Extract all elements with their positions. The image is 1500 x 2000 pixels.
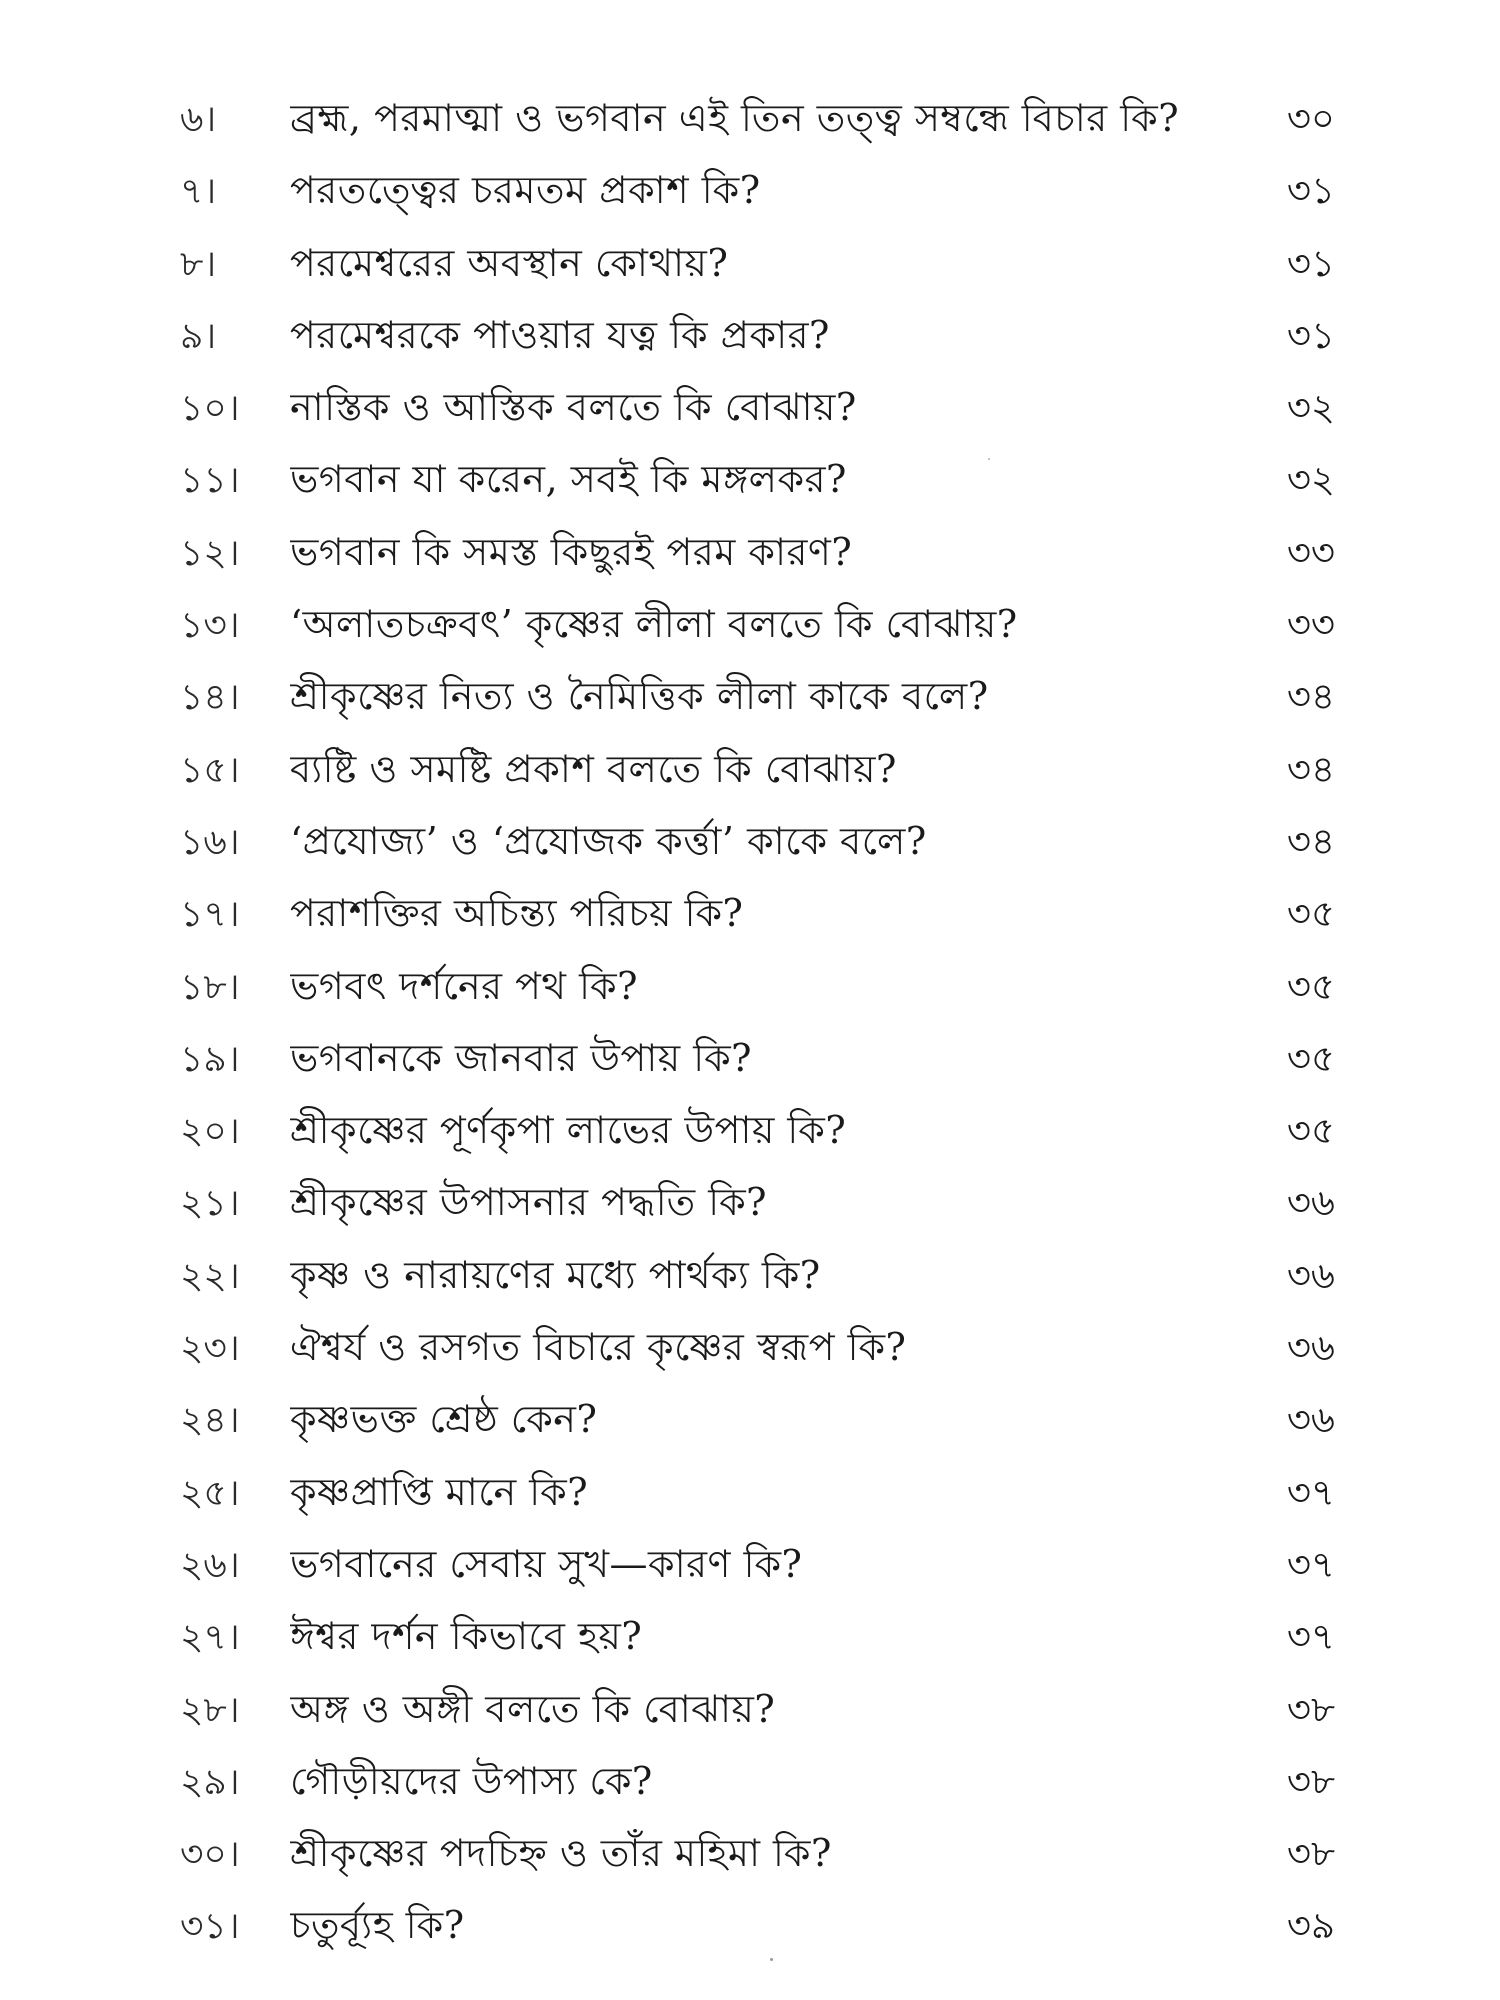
entry-title: চতুর্ব্যূহ কি?: [290, 1903, 465, 1948]
entry-page-number: ৩৫: [1286, 964, 1335, 1008]
entry-number: ২১।: [180, 1183, 240, 1225]
entry-number: ২৩।: [180, 1328, 240, 1370]
toc-entry: [180, 1166, 1335, 1238]
toc-entry: [180, 588, 1335, 660]
entry-title: নাস্তিক ও আস্তিক বলতে কি বোঝায়?: [290, 385, 857, 430]
entry-page-number: ৩৭: [1286, 1615, 1335, 1659]
entry-number: ২৪।: [180, 1400, 240, 1442]
scan-speck: [988, 458, 990, 460]
entry-number: ১২।: [180, 532, 240, 574]
toc-entry: [180, 1456, 1335, 1528]
toc-entry: [180, 82, 1335, 154]
toc-entry: [180, 227, 1335, 299]
toc-entry: [180, 950, 1335, 1022]
toc-entry: [180, 733, 1335, 805]
toc-entry: [180, 1889, 1335, 1961]
entry-title: ‘প্রযোজ্য’ ও ‘প্রযোজক কর্ত্তা’ কাকে বলে?: [290, 818, 927, 863]
entry-page-number: ৩০: [1286, 97, 1335, 140]
entry-page-number: ৩৮: [1286, 1759, 1335, 1803]
entry-page-number: ৩৬: [1286, 1326, 1335, 1370]
toc-entry: [180, 1094, 1335, 1166]
entry-number: ২৬।: [180, 1544, 240, 1586]
entry-page-number: ৩৩: [1286, 530, 1335, 574]
entry-title: গৌড়ীয়দের উপাস্য কে?: [290, 1758, 653, 1803]
entry-title: শ্রীকৃষ্ণের পদচিহ্ন ও তাঁর মহিমা কি?: [290, 1831, 832, 1876]
entry-title: ভগবানকে জানবার উপায় কি?: [290, 1035, 753, 1080]
toc-entry: [180, 1745, 1335, 1817]
entry-title: ‘অলাতচক্রবৎ’ কৃষ্ণের লীলা বলতে কি বোঝায়?: [290, 602, 1018, 647]
toc-entry: [180, 443, 1335, 515]
entry-number: ১৮।: [180, 966, 240, 1008]
entry-number: ২৫।: [180, 1472, 240, 1514]
entry-title: ঐশ্বর্য ও রসগত বিচারে কৃষ্ণের স্বরূপ কি?: [290, 1325, 907, 1370]
entry-number: ১৪।: [180, 677, 240, 719]
entry-title: শ্রীকৃষ্ণের নিত্য ও নৈমিত্তিক লীলা কাকে বলে?: [290, 674, 989, 719]
entry-page-number: ৩৮: [1286, 1832, 1335, 1876]
entry-title: কৃষ্ণ ও নারায়ণের মধ্যে পার্থক্য কি?: [290, 1252, 821, 1297]
entry-number: ৩১।: [180, 1906, 240, 1948]
toc-entry: [180, 1600, 1335, 1672]
toc-entry: [180, 1817, 1335, 1889]
entry-number: ১৬।: [180, 821, 240, 863]
entry-number: ২৮।: [180, 1689, 240, 1731]
toc-entry: [180, 877, 1335, 949]
toc-entry: [180, 1022, 1335, 1094]
toc-entry: [180, 805, 1335, 877]
toc-entry: [180, 1383, 1335, 1455]
entry-number: ৩০।: [180, 1834, 240, 1876]
entry-number: ১৩।: [180, 605, 240, 647]
entry-number: ৬।: [180, 99, 217, 140]
entry-page-number: ৩৭: [1286, 1542, 1335, 1586]
entry-title: অঙ্গ ও অঙ্গী বলতে কি বোঝায়?: [290, 1686, 776, 1731]
entry-page-number: ৩৫: [1286, 1109, 1335, 1153]
entry-page-number: ৩৬: [1286, 1253, 1335, 1297]
entry-page-number: ৩৫: [1286, 892, 1335, 936]
entry-page-number: ৩৪: [1286, 819, 1335, 863]
entry-number: ২২।: [180, 1255, 240, 1297]
toc-entry: [180, 154, 1335, 226]
entry-title: ঈশ্বর দর্শন কিভাবে হয়?: [290, 1614, 643, 1659]
scan-speck: [770, 1958, 773, 1961]
entry-page-number: ৩১: [1286, 169, 1335, 213]
entry-number: ২৯।: [180, 1761, 240, 1803]
entry-page-number: ৩৬: [1286, 1181, 1335, 1225]
entry-page-number: ৩১: [1286, 313, 1335, 357]
entry-page-number: ৩১: [1286, 241, 1335, 285]
entry-title: ব্যষ্টি ও সমষ্টি প্রকাশ বলতে কি বোঝায়?: [290, 746, 897, 791]
entry-number: ২০।: [180, 1111, 240, 1153]
entry-title: কৃষ্ণপ্রাপ্তি মানে কি?: [290, 1469, 589, 1514]
entry-page-number: ৩২: [1286, 458, 1335, 502]
toc-entry: [180, 1673, 1335, 1745]
entry-title: ভগবান কি সমস্ত কিছুরই পরম কারণ?: [290, 529, 853, 574]
entry-page-number: ৩৮: [1286, 1687, 1335, 1731]
toc-entry: [180, 660, 1335, 732]
entry-page-number: ৩৩: [1286, 603, 1335, 647]
table-of-contents: [180, 82, 1335, 1962]
entry-number: ৮।: [180, 243, 217, 285]
entry-page-number: ৩৭: [1286, 1470, 1335, 1514]
toc-entry: [180, 1311, 1335, 1383]
entry-title: ভগবান যা করেন, সবই কি মঙ্গলকর?: [290, 457, 847, 502]
entry-number: ৭।: [180, 171, 217, 213]
entry-title: পরমেশ্বরের অবস্থান কোথায়?: [290, 240, 729, 285]
entry-title: ভগবানের সেবায় সুখ—কারণ কি?: [290, 1541, 803, 1586]
entry-title: কৃষ্ণভক্ত শ্রেষ্ঠ কেন?: [290, 1397, 598, 1442]
entry-page-number: ৩৪: [1286, 675, 1335, 719]
toc-entry: [180, 516, 1335, 588]
entry-page-number: ৩৯: [1286, 1904, 1335, 1948]
entry-title: ব্রহ্ম, পরমাত্মা ও ভগবান এই তিন তত্ত্ব সম্বন্ধে বিচার কি?: [290, 96, 1180, 140]
entry-number: ১৫।: [180, 749, 240, 791]
entry-number: ১১।: [180, 460, 240, 502]
entry-title: শ্রীকৃষ্ণের পূর্ণকৃপা লাভের উপায় কি?: [290, 1108, 847, 1153]
entry-page-number: ৩৬: [1286, 1398, 1335, 1442]
entry-page-number: ৩২: [1286, 386, 1335, 430]
entry-title: পরাশক্তির অচিন্ত্য পরিচয় কি?: [290, 891, 744, 936]
entry-title: ভগবৎ দর্শনের পথ কি?: [290, 963, 638, 1008]
toc-entry: [180, 1239, 1335, 1311]
entry-number: ২৭।: [180, 1617, 240, 1659]
entry-page-number: ৩৫: [1286, 1036, 1335, 1080]
entry-number: ১৯।: [180, 1038, 240, 1080]
toc-entry: [180, 299, 1335, 371]
entry-title: শ্রীকৃষ্ণের উপাসনার পদ্ধতি কি?: [290, 1180, 768, 1225]
entry-page-number: ৩৪: [1286, 747, 1335, 791]
entry-title: পরতত্ত্বের চরমতম প্রকাশ কি?: [290, 168, 761, 213]
entry-number: ১০।: [180, 388, 240, 430]
entry-number: ৯।: [180, 315, 217, 357]
toc-entry: [180, 1528, 1335, 1600]
entry-title: পরমেশ্বরকে পাওয়ার যত্ন কি প্রকার?: [290, 312, 830, 357]
entry-number: ১৭।: [180, 894, 240, 936]
toc-entry: [180, 371, 1335, 443]
